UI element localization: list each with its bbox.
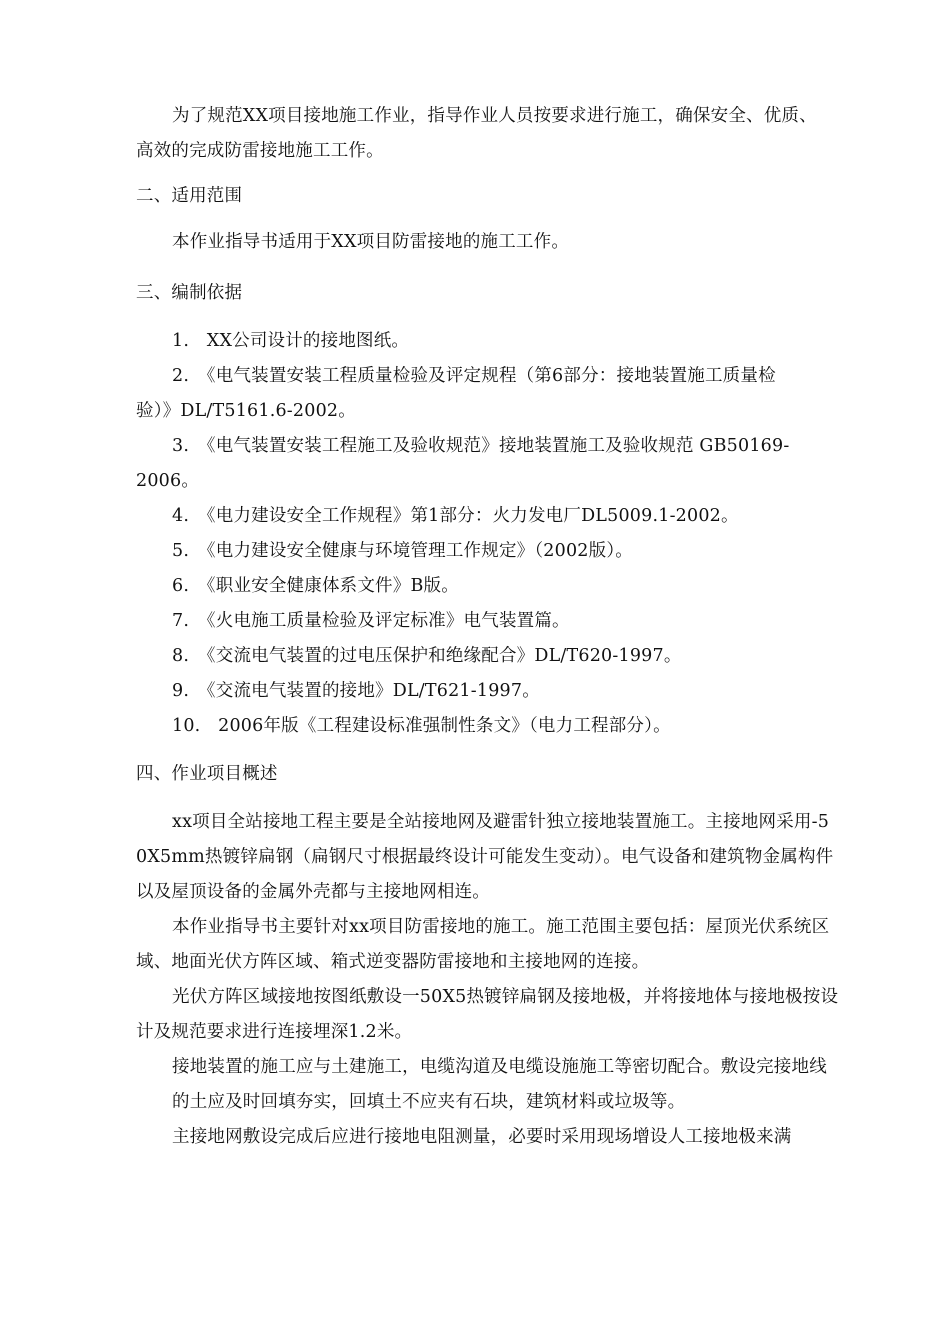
basis-item-3-line-2: 2006。: [136, 471, 200, 491]
basis-item-2-line-2: 验）》DL/T5161.6-2002。: [136, 401, 356, 421]
basis-item-9: 9. 《交流电气装置的接地》DL/T621-1997。: [172, 681, 540, 701]
para-overview-3-line-1: 光伏方阵区域接地按图纸敷设一50X5热镀锌扁钢及接地极，并将接地体与接地极按设: [172, 987, 839, 1007]
basis-item-1: 1. XX公司设计的接地图纸。: [172, 331, 410, 351]
para-purpose-line-1: 为了规范XX项目接地施工作业，指导作业人员按要求进行施工，确保安全、优质、: [172, 106, 817, 126]
basis-item-2-line-1: 2. 《电气装置安装工程质量检验及评定规程（第6部分：接地装置施工质量检: [172, 366, 776, 386]
basis-item-6: 6. 《职业安全健康体系文件》B版。: [172, 576, 459, 596]
para-overview-5-line-1: 主接地网敷设完成后应进行接地电阻测量，必要时采用现场增设人工接地极来满: [172, 1127, 792, 1147]
section-heading-scope: 二、适用范围: [136, 186, 243, 206]
section-heading-overview: 四、作业项目概述: [136, 764, 278, 784]
para-overview-2-line-2: 域、地面光伏方阵区域、箱式逆变器防雷接地和主接地网的连接。: [136, 952, 650, 972]
basis-item-8: 8. 《交流电气装置的过电压保护和绝缘配合》DL/T620-1997。: [172, 646, 682, 666]
para-overview-2-line-1: 本作业指导书主要针对xx项目防雷接地的施工。施工范围主要包括：屋顶光伏系统区: [172, 917, 830, 937]
section-heading-basis: 三、编制依据: [136, 283, 243, 303]
para-overview-1-line-3: 以及屋顶设备的金属外壳都与主接地网相连。: [136, 882, 490, 902]
para-overview-1-line-2: 0X5mm热镀锌扁钢（扁钢尺寸根据最终设计可能发生变动）。电气设备和建筑物金属构件: [136, 847, 834, 867]
basis-item-4: 4. 《电力建设安全工作规程》第1部分：火力发电厂DL5009.1-2002。: [172, 506, 739, 526]
basis-item-10: 10. 2006年版《工程建设标准强制性条文》（电力工程部分）。: [172, 716, 671, 736]
para-overview-4-line-2: 的土应及时回填夯实，回填土不应夹有石块，建筑材料或垃圾等。: [172, 1092, 686, 1112]
para-purpose-line-2: 高效的完成防雷接地施工工作。: [136, 141, 384, 161]
para-overview-3-line-2: 计及规范要求进行连接埋深1.2米。: [136, 1022, 413, 1042]
basis-item-7: 7. 《火电施工质量检验及评定标准》电气装置篇。: [172, 611, 570, 631]
basis-item-5: 5. 《电力建设安全健康与环境管理工作规定》（2002版）。: [172, 541, 633, 561]
para-scope: 本作业指导书适用于XX项目防雷接地的施工工作。: [172, 232, 570, 252]
para-overview-4-line-1: 接地装置的施工应与土建施工，电缆沟道及电缆设施施工等密切配合。敷设完接地线: [172, 1057, 827, 1077]
para-overview-1-line-1: xx项目全站接地工程主要是全站接地网及避雷针独立接地装置施工。主接地网采用-5: [172, 812, 830, 832]
basis-item-3-line-1: 3. 《电气装置安装工程施工及验收规范》接地装置施工及验收规范 GB50169-: [172, 436, 790, 456]
